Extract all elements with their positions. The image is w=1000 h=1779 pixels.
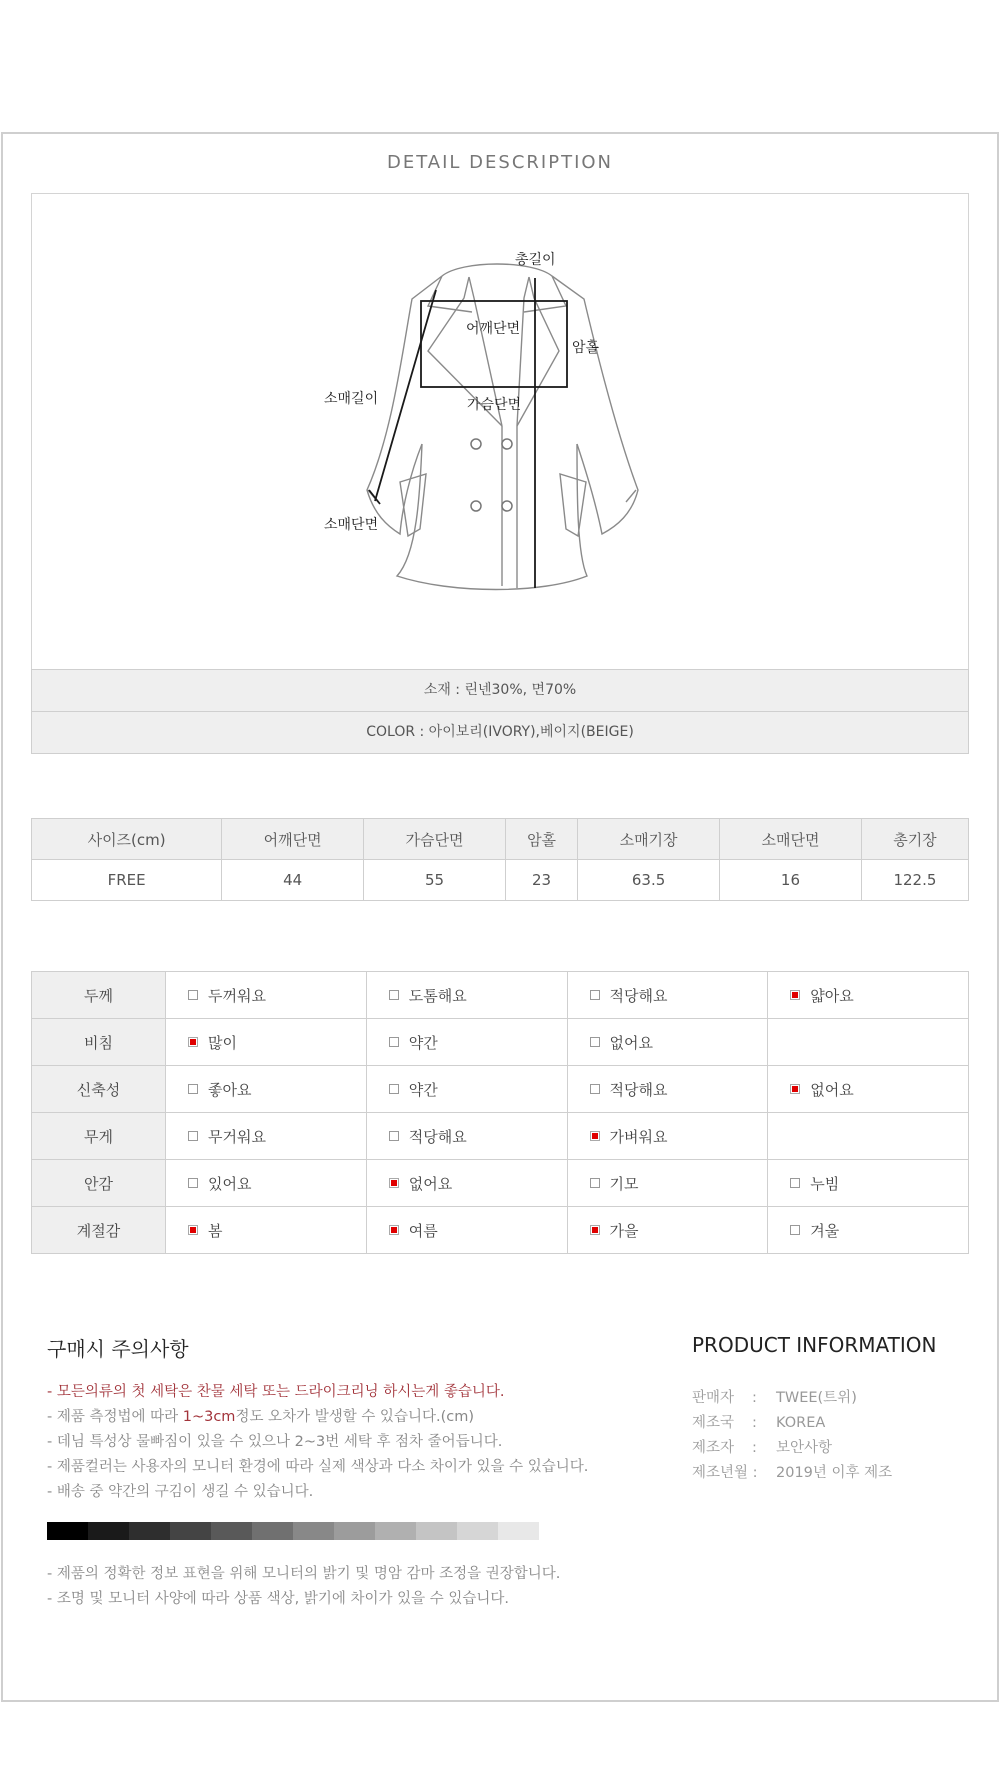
unchecked-box-icon bbox=[590, 1037, 600, 1047]
feel-option bbox=[567, 1207, 768, 1254]
size-header-cell: 소매단면 bbox=[720, 819, 862, 860]
label-chest: 가슴단면 bbox=[467, 397, 522, 413]
notice-line: - 배송 중 약간의 구김이 생길 수 있습니다. bbox=[47, 1484, 314, 1500]
unchecked-box-icon bbox=[389, 1037, 399, 1047]
feel-option-label: 가을 bbox=[609, 1221, 639, 1240]
gray-scale-swatches bbox=[47, 1522, 539, 1540]
size-header-cell: 가슴단면 bbox=[364, 819, 506, 860]
notice-line: - 데님 특성상 물빠짐이 있을 수 있으나 2~3번 세탁 후 점차 줄어듭니다. bbox=[47, 1434, 503, 1450]
notice-line: - 제품컬러는 사용자의 모니터 환경에 따라 실제 색상과 다소 차이가 있을 수 있습니다. bbox=[47, 1459, 589, 1475]
size-cell: 55 bbox=[364, 860, 506, 901]
product-info-key: 제조년월 : bbox=[692, 1465, 758, 1481]
size-header-cell: 소매기장 bbox=[578, 819, 720, 860]
product-info-value: 보안사항 bbox=[776, 1440, 833, 1456]
feel-option bbox=[567, 1019, 768, 1066]
feel-option bbox=[366, 1207, 567, 1254]
size-table-header bbox=[32, 819, 969, 860]
checked-box-icon bbox=[188, 1225, 198, 1235]
label-armhole: 암홀 bbox=[572, 340, 600, 356]
gray-swatch bbox=[47, 1522, 88, 1540]
size-cell: 44 bbox=[222, 860, 364, 901]
unchecked-box-icon bbox=[188, 1178, 198, 1188]
unchecked-box-icon bbox=[389, 1131, 399, 1141]
feel-option bbox=[768, 1113, 969, 1160]
page-title: DETAIL DESCRIPTION bbox=[386, 152, 614, 173]
feel-row bbox=[32, 1066, 969, 1113]
gray-swatch bbox=[293, 1522, 334, 1540]
garment-diagram bbox=[31, 193, 969, 670]
feel-option-label: 적당해요 bbox=[609, 986, 668, 1005]
notice-text: 정도 오차가 발생할 수 있습니다.(cm) bbox=[235, 1409, 474, 1425]
checked-box-icon bbox=[188, 1037, 198, 1047]
feel-option bbox=[567, 1160, 768, 1207]
checked-box-icon bbox=[590, 1225, 600, 1235]
feel-option-label: 누빔 bbox=[810, 1174, 840, 1193]
notice-title: 구매시 주의사항 bbox=[47, 1337, 189, 1361]
label-sleeve-width: 소매단면 bbox=[324, 517, 379, 533]
size-header-cell: 사이즈(cm) bbox=[32, 819, 222, 860]
notice-line bbox=[47, 1405, 588, 1430]
unchecked-box-icon bbox=[188, 1084, 198, 1094]
gray-swatch bbox=[457, 1522, 498, 1540]
feel-row-label: 계절감 bbox=[32, 1207, 166, 1254]
feel-option bbox=[768, 972, 969, 1019]
feel-option-label: 겨울 bbox=[810, 1221, 840, 1240]
unchecked-box-icon bbox=[188, 990, 198, 1000]
gray-swatch bbox=[211, 1522, 252, 1540]
feel-option bbox=[567, 1066, 768, 1113]
feel-option-label: 봄 bbox=[208, 1221, 223, 1240]
feel-row-label: 두께 bbox=[32, 972, 166, 1019]
label-shoulder: 어깨단면 bbox=[466, 321, 521, 337]
label-total-length: 총길이 bbox=[515, 252, 556, 268]
feel-option bbox=[366, 1160, 567, 1207]
unchecked-box-icon bbox=[188, 1131, 198, 1141]
feel-option bbox=[768, 1019, 969, 1066]
size-cell: 23 bbox=[505, 860, 577, 901]
unchecked-box-icon bbox=[790, 1178, 800, 1188]
gray-swatch bbox=[498, 1522, 539, 1540]
product-info-list bbox=[692, 1386, 892, 1486]
size-header-cell: 어깨단면 bbox=[222, 819, 364, 860]
coat-buttons bbox=[471, 439, 512, 511]
feel-row-label: 안감 bbox=[32, 1160, 166, 1207]
size-table bbox=[31, 818, 969, 901]
color-row: COLOR : 아이보리(IVORY),베이지(BEIGE) bbox=[31, 711, 969, 754]
feel-row-label: 무게 bbox=[32, 1113, 166, 1160]
feel-option bbox=[567, 972, 768, 1019]
monitor-line: - 제품의 정확한 정보 표현을 위해 모니터의 밝기 및 명암 감마 조정을 권장합니다. bbox=[47, 1566, 561, 1582]
feel-option-label: 적당해요 bbox=[408, 1127, 467, 1146]
feel-option-label: 약간 bbox=[408, 1033, 438, 1052]
coat-outline bbox=[367, 264, 638, 590]
checked-box-icon bbox=[790, 990, 800, 1000]
gray-swatch bbox=[416, 1522, 457, 1540]
gray-swatch bbox=[375, 1522, 416, 1540]
size-cell: 63.5 bbox=[578, 860, 720, 901]
feel-option-label: 두꺼워요 bbox=[208, 986, 266, 1005]
unchecked-box-icon bbox=[590, 1084, 600, 1094]
product-info-key: 제조자 bbox=[692, 1440, 735, 1456]
feel-option-label: 기모 bbox=[609, 1174, 639, 1193]
feel-option-label: 여름 bbox=[408, 1221, 438, 1240]
gray-swatch bbox=[252, 1522, 293, 1540]
feel-row-label: 비침 bbox=[32, 1019, 166, 1066]
unchecked-box-icon bbox=[590, 990, 600, 1000]
size-cell: 16 bbox=[720, 860, 862, 901]
gray-swatch bbox=[88, 1522, 129, 1540]
feel-option-label: 있어요 bbox=[208, 1174, 252, 1193]
feel-row bbox=[32, 1160, 969, 1207]
feel-option bbox=[166, 1160, 367, 1207]
material-row: 소재 : 린넨30%, 면70% bbox=[31, 669, 969, 712]
gray-swatch bbox=[334, 1522, 375, 1540]
label-sleeve-length: 소매길이 bbox=[324, 391, 379, 407]
unchecked-box-icon bbox=[790, 1225, 800, 1235]
size-table-row bbox=[32, 860, 969, 901]
checked-box-icon bbox=[389, 1225, 399, 1235]
feel-option-label: 가벼워요 bbox=[609, 1127, 668, 1146]
sleeve-length-line bbox=[375, 290, 436, 501]
monitor-notice bbox=[47, 1562, 560, 1612]
feel-option-label: 없어요 bbox=[810, 1080, 854, 1099]
product-info-row: 제조국 : KOREA bbox=[692, 1411, 892, 1436]
feel-option bbox=[366, 1113, 567, 1160]
feel-option bbox=[166, 972, 367, 1019]
feel-option-label: 무거워요 bbox=[208, 1127, 266, 1146]
feel-option-label: 도톰해요 bbox=[408, 986, 467, 1005]
feel-option bbox=[166, 1207, 367, 1254]
feel-option bbox=[768, 1207, 969, 1254]
feel-option bbox=[567, 1113, 768, 1160]
fabric-feel-table bbox=[31, 971, 969, 1254]
feel-option bbox=[768, 1066, 969, 1113]
unchecked-box-icon bbox=[389, 1084, 399, 1094]
feel-option bbox=[366, 1066, 567, 1113]
product-info-row: 판매자 : TWEE(트위) bbox=[692, 1386, 892, 1411]
unchecked-box-icon bbox=[389, 990, 399, 1000]
notice-line: - 모든의류의 첫 세탁은 찬물 세탁 또는 드라이크리닝 하시는게 좋습니다. bbox=[47, 1384, 505, 1400]
product-info-row bbox=[692, 1461, 892, 1486]
notice-list bbox=[47, 1380, 588, 1505]
product-info-key: 판매자 bbox=[692, 1390, 735, 1406]
feel-option-label: 없어요 bbox=[408, 1174, 453, 1193]
feel-row bbox=[32, 1207, 969, 1254]
feel-row bbox=[32, 1113, 969, 1160]
feel-option bbox=[166, 1113, 367, 1160]
feel-row-label: 신축성 bbox=[32, 1066, 166, 1113]
feel-option bbox=[166, 1019, 367, 1066]
feel-option-label: 약간 bbox=[408, 1080, 438, 1099]
product-info-value: TWEE(트위) bbox=[776, 1390, 857, 1406]
shoulder-chest-box bbox=[421, 301, 567, 387]
size-header-cell: 암홀 bbox=[505, 819, 577, 860]
feel-option bbox=[166, 1066, 367, 1113]
gray-swatch bbox=[170, 1522, 211, 1540]
feel-option-label: 좋아요 bbox=[208, 1080, 252, 1099]
feel-row bbox=[32, 1019, 969, 1066]
product-info-title: PRODUCT INFORMATION bbox=[692, 1333, 937, 1357]
feel-option-label: 없어요 bbox=[609, 1033, 653, 1052]
checked-box-icon bbox=[790, 1084, 800, 1094]
product-info-key: 제조국 bbox=[692, 1415, 735, 1431]
feel-option bbox=[366, 972, 567, 1019]
feel-option-label: 많이 bbox=[208, 1033, 237, 1052]
size-cell: 122.5 bbox=[861, 860, 968, 901]
feel-option-label: 얇아요 bbox=[810, 986, 854, 1005]
feel-row bbox=[32, 972, 969, 1019]
unchecked-box-icon bbox=[590, 1178, 600, 1188]
notice-text: - 제품 측정법에 따라 bbox=[47, 1409, 183, 1425]
size-cell: FREE bbox=[32, 860, 222, 901]
feel-option bbox=[366, 1019, 567, 1066]
product-info-value: KOREA bbox=[776, 1415, 826, 1431]
product-info-row: 제조자 : 보안사항 bbox=[692, 1436, 892, 1461]
gray-swatch bbox=[129, 1522, 170, 1540]
coat-drawing bbox=[32, 194, 970, 671]
feel-option-label: 적당해요 bbox=[609, 1080, 668, 1099]
checked-box-icon bbox=[389, 1178, 399, 1188]
notice-highlight: 1~3cm bbox=[182, 1409, 236, 1425]
feel-option bbox=[768, 1160, 969, 1207]
checked-box-icon bbox=[590, 1131, 600, 1141]
product-info-value: 2019년 이후 제조 bbox=[776, 1465, 893, 1481]
size-header-cell: 총기장 bbox=[861, 819, 968, 860]
monitor-line: - 조명 및 모니터 사양에 따라 상품 색상, 밝기에 차이가 있을 수 있습니다. bbox=[47, 1591, 509, 1607]
